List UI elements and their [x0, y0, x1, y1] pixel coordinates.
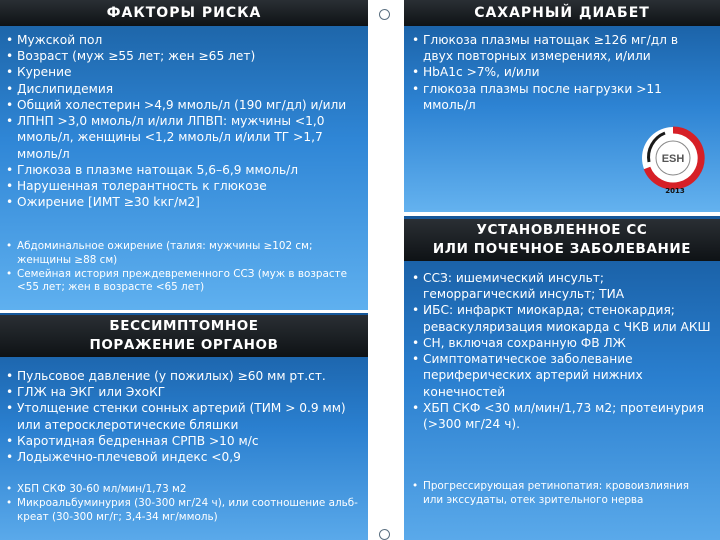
risk-factors-panel — [0, 0, 368, 310]
list-item: • ХБП СКФ <30 мл/мин/1,73 м2; протеинурия (>300 мг/24 ч). — [410, 400, 712, 432]
organ-damage-small-list — [4, 483, 364, 524]
organ-damage-title-line1: БЕССИМПТОМНОЕ — [109, 318, 259, 334]
list-item: • Абдоминальное ожирение (талия: мужчины ≥102 см; женщины ≥88 см) — [4, 240, 364, 268]
diabetes-list — [410, 32, 710, 113]
list-item: • Глюкоза плазмы натощак ≥126 мг/дл в двух повторных измерениях, и/или — [410, 32, 710, 64]
list-item: • Глюкоза в плазме натощак 5,6–6,9 ммоль/л — [4, 162, 364, 178]
list-item: • ЛПНП >3,0 ммоль/л и/или ЛПВП: мужчины <1,0 ммоль/л, женщины <1,2 ммоль/л и/или ТГ >1,7 ммоль/л — [4, 113, 364, 162]
list-item: • Пульсовое давление (у пожилых) ≥60 мм рт.ст. — [4, 368, 364, 384]
organ-damage-panel — [0, 313, 368, 540]
risk-factors-title: ФАКТОРЫ РИСКА — [0, 0, 368, 26]
list-item: • HbA1c >7%, и/или — [410, 64, 710, 80]
list-item: • СН, включая сохранную ФВ ЛЖ — [410, 335, 712, 351]
list-item: • Дислипидемия — [4, 81, 364, 97]
list-item: • Лодыжечно-плечевой индекс <0,9 — [4, 449, 364, 465]
list-item: • Возраст (муж ≥55 лет; жен ≥65 лет) — [4, 48, 364, 64]
list-item: • Ожирение [ИМТ ≥30 kкг/м2] — [4, 194, 364, 210]
list-item: • Прогрессирующая ретинопатия: кровоизлияния или экссудаты, отек зрительного нерва — [410, 480, 712, 508]
risk-factors-small-list — [4, 240, 364, 295]
decor-circle-top — [379, 9, 390, 20]
established-disease-list — [410, 270, 712, 432]
diabetes-title: САХАРНЫЙ ДИАБЕТ — [404, 0, 720, 26]
list-item: • Курение — [4, 64, 364, 80]
list-item: • Семейная история преждевременного ССЗ (муж в возрасте <55 лет; жен в возрасте <65 лет) — [4, 268, 364, 296]
list-item: • ИБС: инфаркт миокарда; стенокардия; реваскуляризация миокарда с ЧКВ или АКШ — [410, 302, 712, 334]
list-item: • Нарушенная толерантность к глюкозе — [4, 178, 364, 194]
list-item: • глюкоза плазмы после нагрузки >11 ммоль/л — [410, 81, 710, 113]
list-item: • ССЗ: ишемический инсульт; геморрагический инсульт; ТИА — [410, 270, 712, 302]
organ-damage-list — [4, 368, 364, 465]
organ-damage-title-line2: ПОРАЖЕНИЕ ОРГАНОВ — [89, 337, 279, 353]
established-disease-title-line2: ИЛИ ПОЧЕЧНОЕ ЗАБОЛЕВАНИЕ — [432, 241, 692, 257]
list-item: • ГЛЖ на ЭКГ или ЭхоКГ — [4, 384, 364, 400]
logo-text: ESH — [661, 153, 685, 165]
established-disease-small-list — [410, 480, 712, 508]
logo-year: 2013 — [665, 187, 685, 195]
risk-factors-list — [4, 32, 364, 210]
list-item: • ХБП СКФ 30-60 мл/мин/1,73 м2 — [4, 483, 364, 497]
esh-logo-icon — [641, 126, 705, 190]
list-item: • Общий холестерин >4,9 ммоль/л (190 мг/дл) и/или — [4, 97, 364, 113]
organ-damage-title — [0, 315, 368, 357]
decor-circle-bottom — [379, 529, 390, 540]
list-item: • Мужской пол — [4, 32, 364, 48]
list-item: • Каротидная бедренная СРПВ >10 м/с — [4, 433, 364, 449]
list-item: • Симптоматическое заболевание периферических артерий нижних конечностей — [410, 351, 712, 400]
list-item: • Микроальбуминурия (30-300 мг/24 ч), или соотношение альб-креат (30-300 мг/г; 3,4-34 мг/ммоль) — [4, 497, 364, 525]
established-disease-title-line1: УСТАНОВЛЕННОЕ СС — [476, 222, 648, 238]
list-item: • Утолщение стенки сонных артерий (ТИМ > 0.9 мм) или атеросклеротические бляшки — [4, 400, 364, 432]
established-disease-panel — [404, 216, 720, 540]
established-disease-title — [404, 219, 720, 261]
